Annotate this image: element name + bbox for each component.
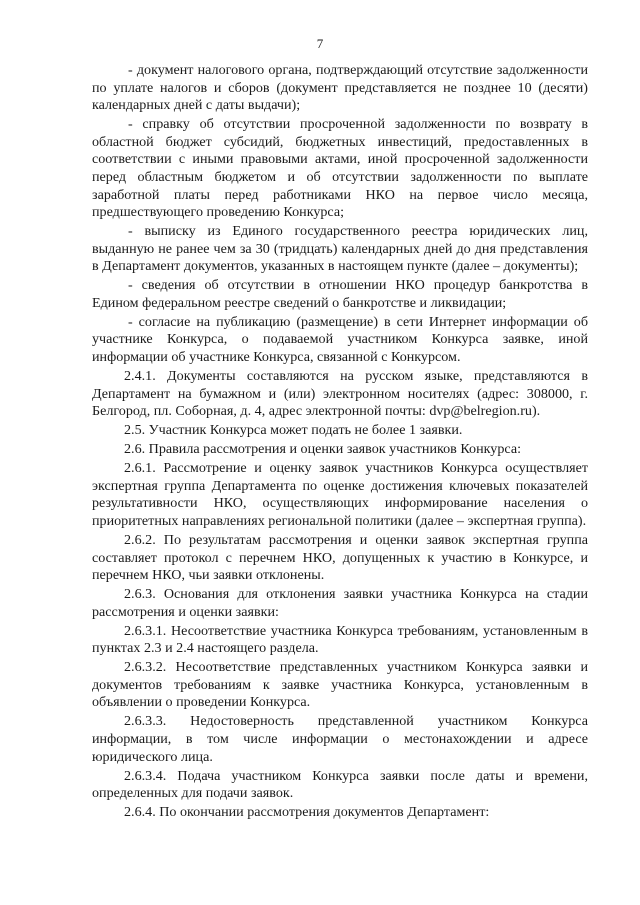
paragraph-2-6-3-2: 2.6.3.2. Несоответствие представленных участником Конкурса заявки и документов требованиям к заявке участника Конкурса, установленным в объявлении о проведении Конкурса. [92, 659, 588, 711]
paragraph-2-6-3-1: 2.6.3.1. Несоответствие участника Конкурса требованиям, установленным в пунктах 2.3 и 2.4 настоящего раздела. [92, 622, 588, 657]
paragraph-publication-consent: - согласие на публикацию (размещение) в сети Интернет информации об участнике Конкурса, о подаваемой участником Конкурса заявке, иной информации об участнике Конкурса, связанной с Конкурсом. [92, 313, 588, 366]
paragraph-2-6-3-4: 2.6.3.4. Подача участником Конкурса заявки после даты и времени, определенных для подачи заявок. [92, 767, 588, 802]
document-body [92, 62, 588, 823]
paragraph-bankruptcy-info: - сведения об отсутствии в отношении НКО процедур банкротства в Едином федеральном реестре сведений о банкротстве и ликвидации; [92, 277, 588, 311]
paragraph-2-4-1: 2.4.1. Документы составляются на русском языке, представляются в Департамент на бумажном и (или) электронном носителях (адрес: 308000, г. Белгород, пл. Соборная, д. 4, адрес электронной почты: dvp@belregion.ru). [92, 368, 588, 420]
paragraph-2-6-3: 2.6.3. Основания для отклонения заявки участника Конкурса на стадии рассмотрения и оценки заявки: [92, 586, 588, 620]
page-number: 7 [316, 36, 324, 51]
paragraph-tax-document: - документ налогового органа, подтверждающий отсутствие задолженности по уплате налогов и сборов (документ представляется не позднее 10 (десяти) календарных дней с даты выдачи); [92, 62, 588, 114]
paragraph-2-6-2: 2.6.2. По результатам рассмотрения и оценки заявок экспертная группа составляет протокол с перечнем НКО, допущенных к участию в Конкурсе, и перечнем НКО, чьи заявки отклонены. [92, 531, 588, 584]
paragraph-2-5: 2.5. Участник Конкурса может подать не более 1 заявки. [124, 422, 463, 439]
paragraph-2-6-1: 2.6.1. Рассмотрение и оценку заявок участников Конкурса осуществляет экспертная группа Департамента по оценке достижения ключевых показателей результативности НКО, осуществляющих информирование населения о приоритетных направлениях региональной политики (далее – экспертная группа). [92, 460, 588, 529]
paragraph-2-6-3-3: 2.6.3.3. Недостоверность представленной участником Конкурса информации, в том числе информации о местонахождении и адресе юридического лица. [92, 713, 588, 765]
paragraph-registry-extract: - выписку из Единого государственного реестра юридических лиц, выданную не ранее чем за 30 (тридцать) календарных дней до дня представления в Департамент документов, указанных в настоящем пункте (далее – документы); [92, 223, 588, 275]
paragraph-debt-certificate: - справку об отсутствии просроченной задолженности по возврату в областной бюджет субсидий, бюджетных инвестиций, предоставленных в соответствии с иными правовыми актами, иной просроченной задолженности перед областным бюджетом и об отсутствии задолженности по выплате заработной платы перед работниками НКО на первое число месяца, предшествующего проведению Конкурса; [92, 116, 588, 221]
paragraph-2-6-4: 2.6.4. По окончании рассмотрения документов Департамент: [124, 804, 490, 821]
paragraph-2-6: 2.6. Правила рассмотрения и оценки заявок участников Конкурса: [124, 441, 521, 458]
